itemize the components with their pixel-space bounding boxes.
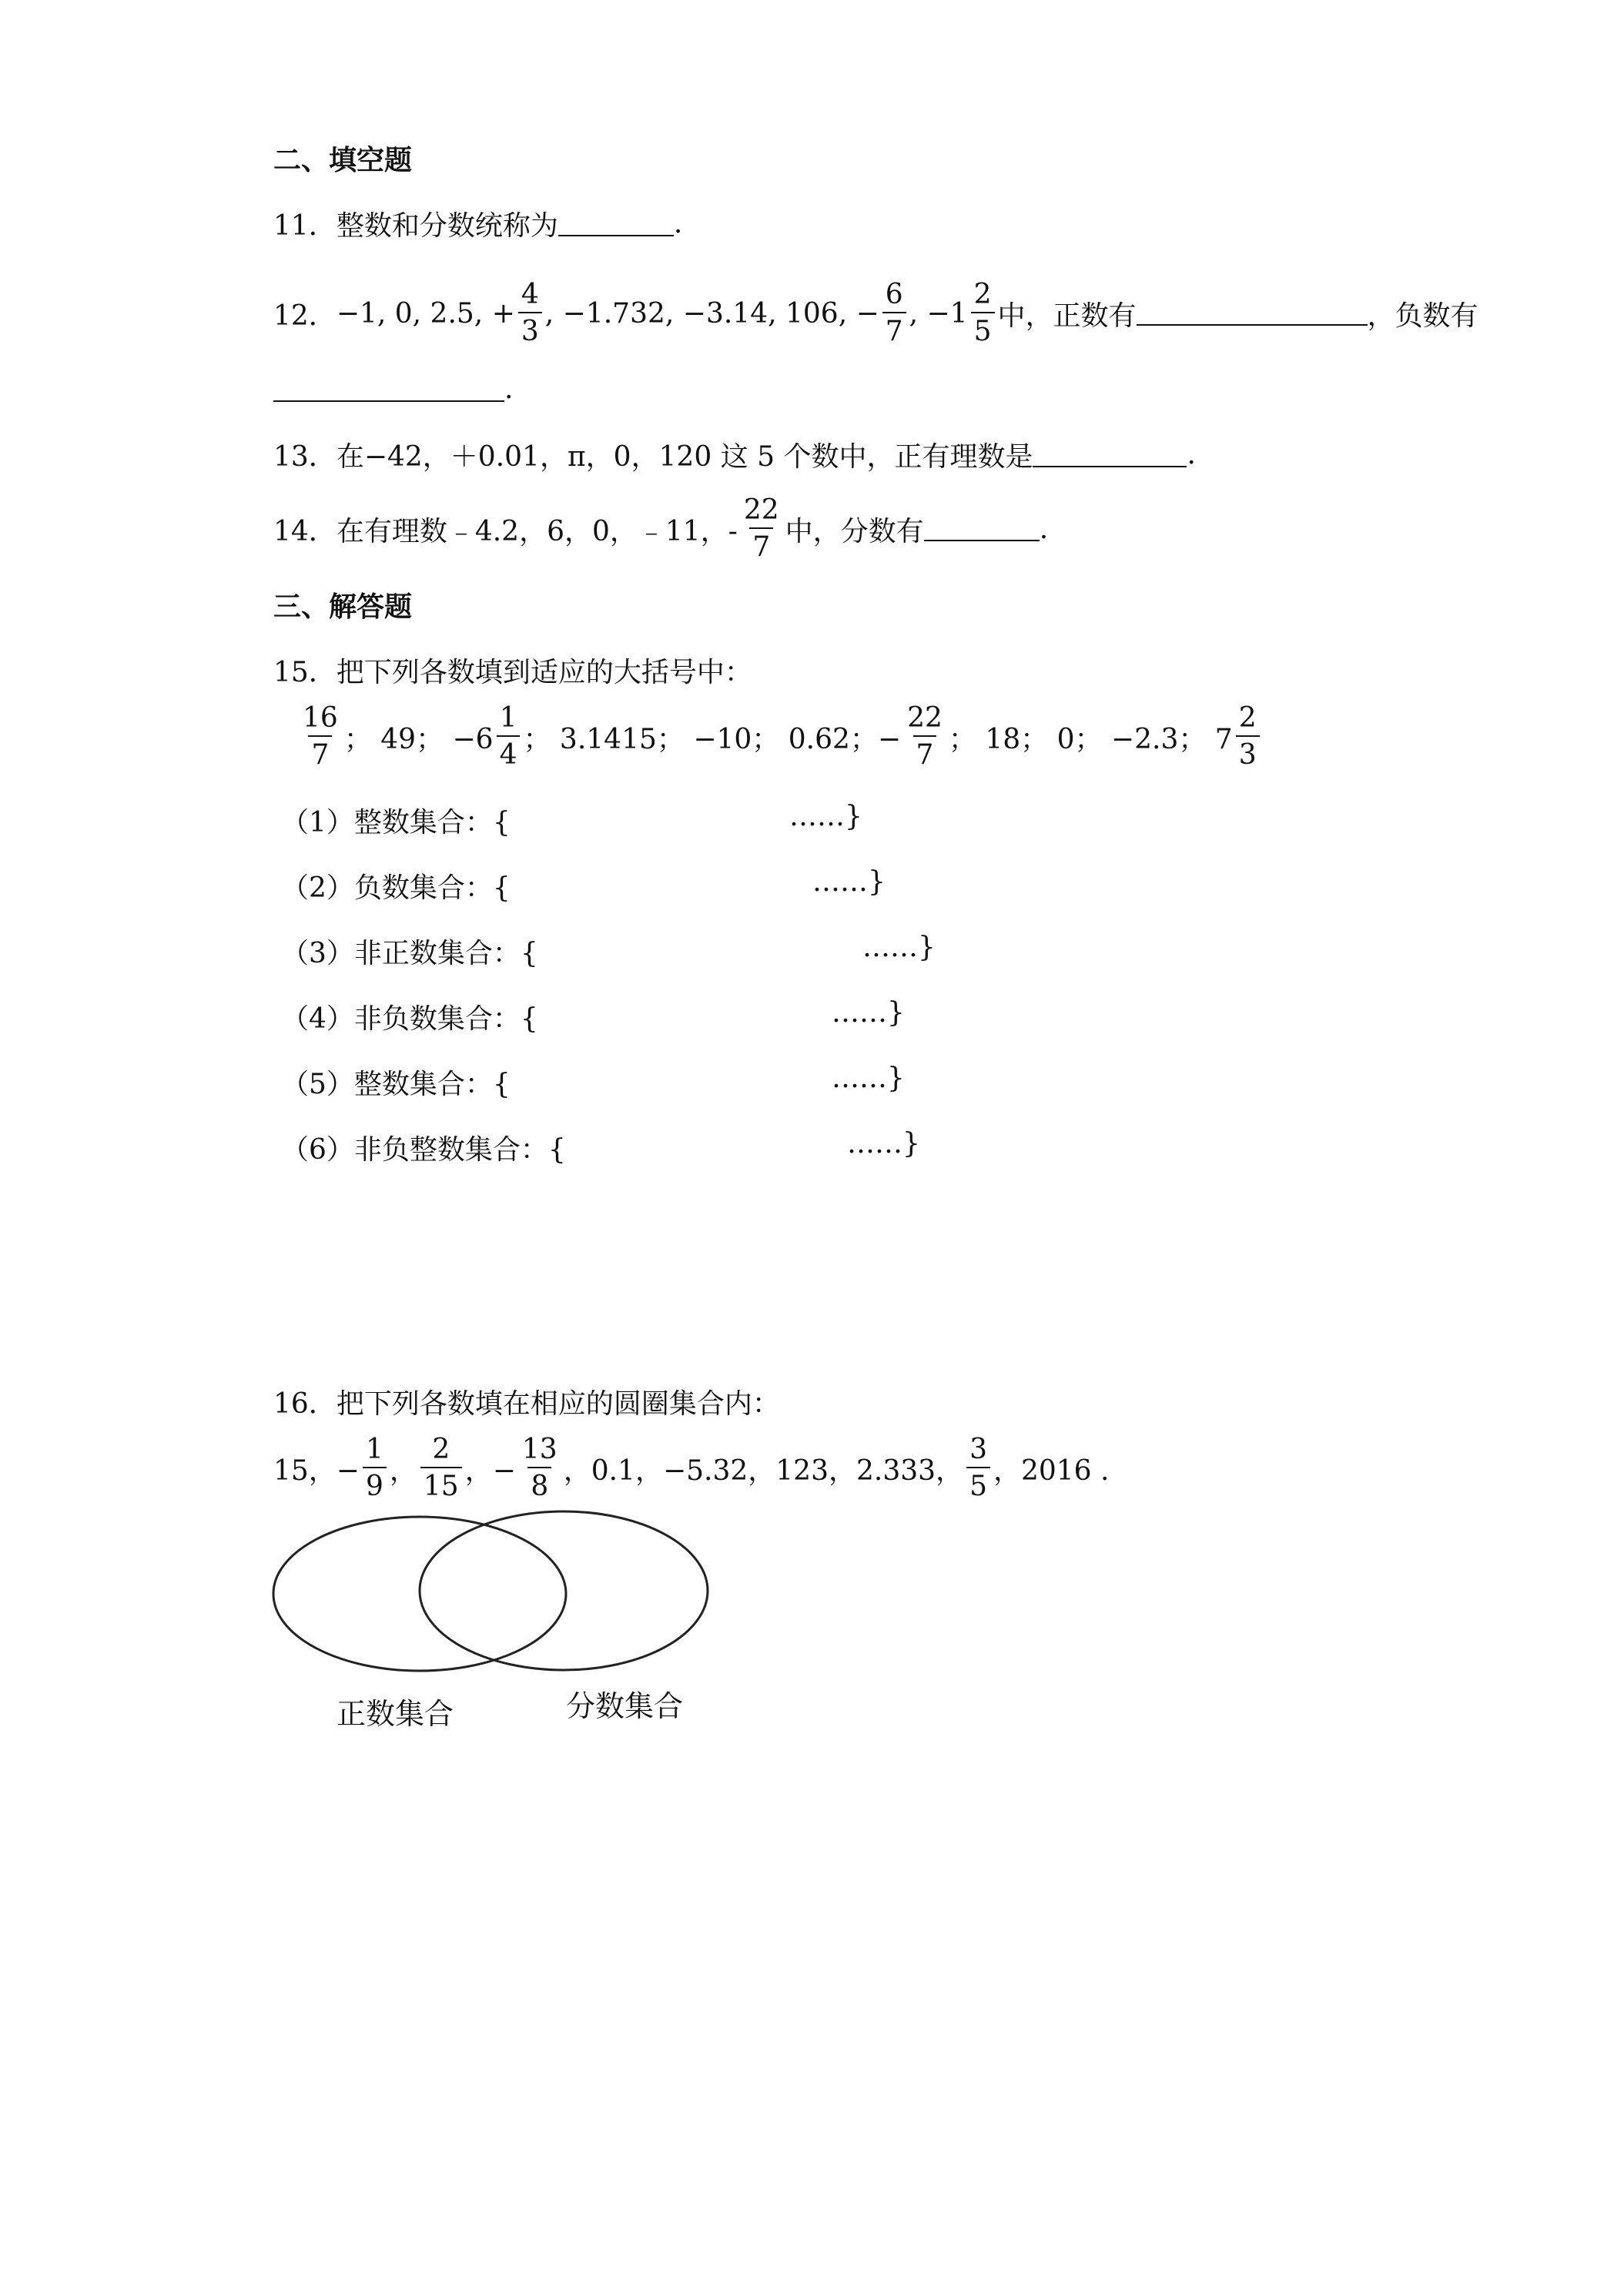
fraction-denominator: 15 (420, 1467, 462, 1501)
q12-part2: , −1.732, −3.14, 106, − (544, 297, 879, 330)
set-label: （5）整数集合：{ (281, 1069, 511, 1100)
q15-list-part2: ； 3.1415； −10； 0.62；− (523, 723, 902, 755)
question-12-continued (273, 373, 513, 405)
q16-list-part2: ，− (464, 1454, 516, 1487)
q15-list-part3: ； 18； 0； −2.3； 7 (948, 723, 1233, 755)
set-label: （4）非负数集合：{ (281, 1003, 538, 1035)
q16-list-part4: ，2016 . (993, 1454, 1110, 1487)
q11-text: 整数和分数统称为 (336, 210, 558, 242)
fraction-numerator: 2 (973, 279, 992, 310)
q15-set-4 (281, 997, 905, 1036)
section-2-title: 二、填空题 (273, 145, 413, 176)
q12-fraction-4-3 (518, 281, 542, 346)
q14-fraction-22-7 (741, 494, 782, 563)
venn-fraction-ellipse (420, 1511, 708, 1670)
q14-text2: 中，分数有 (785, 515, 924, 547)
q16-fraction-13-8 (519, 1436, 561, 1501)
q12-fraction-6-7 (882, 281, 906, 346)
q15-set-6 (281, 1128, 920, 1167)
set-ellipsis: ……} (862, 932, 936, 963)
venn-fraction-label: 分数集合 (566, 1689, 684, 1723)
fraction-numerator: 2 (1238, 702, 1257, 734)
q15-list-part1: ； 49； −6 (343, 723, 494, 755)
question-12 (273, 281, 1478, 346)
venn-positive-label: 正数集合 (337, 1697, 454, 1731)
q14-answer-blank (924, 517, 1040, 541)
fraction-numerator: 13 (521, 1434, 558, 1465)
q15-fraction-1-4 (497, 702, 521, 771)
fraction-denominator: 4 (497, 735, 521, 769)
q12-positive-blank (1137, 301, 1368, 326)
set-ellipsis: ……} (832, 1063, 905, 1094)
fraction-denominator: 3 (1236, 735, 1260, 769)
q16-fraction-1-9 (363, 1436, 387, 1501)
q14-text1: 在有理数﹣4.2，6，0，﹣11，- (336, 515, 738, 547)
question-13 (273, 435, 1196, 474)
question-14 (273, 494, 1049, 563)
fraction-denominator: 5 (966, 1467, 990, 1501)
q15-set-5 (281, 1063, 905, 1102)
question-15 (273, 651, 752, 690)
fraction-denominator: 8 (527, 1467, 551, 1501)
q14-end: . (1039, 513, 1049, 545)
q15-number: 15． (273, 657, 337, 688)
fraction-denominator: 7 (882, 312, 906, 346)
q16-text: 把下列各数填在相应的圆圈集合内： (336, 1388, 780, 1420)
fraction-numerator: 2 (432, 1434, 450, 1465)
section-3-heading (273, 585, 412, 624)
q12-negative-blank (273, 377, 504, 402)
q13-answer-blank (1033, 443, 1187, 467)
q12-number: 12． (273, 300, 337, 332)
q15-fraction-2-3 (1236, 702, 1260, 771)
q16-number-list (273, 1436, 1109, 1501)
q12-part3: , −1 (909, 297, 968, 330)
q15-set-2 (281, 866, 886, 905)
q16-list-part1: ， (389, 1454, 417, 1487)
q15-fraction-16-7 (300, 702, 341, 771)
fraction-denominator: 3 (518, 312, 542, 346)
q16-list-part3: ，0.1，−5.32，123，2.333， (563, 1454, 964, 1487)
q15-set-1 (281, 801, 862, 840)
q15-fraction-22-7 (904, 702, 946, 771)
set-label: （1）整数集合：{ (281, 807, 511, 838)
q16-list-part0: 15，− (273, 1454, 360, 1487)
set-label: （3）非正数集合：{ (281, 938, 538, 969)
q12-fraction-2-5 (971, 281, 995, 346)
fraction-numerator: 6 (885, 279, 903, 310)
set-label: （2）负数集合：{ (281, 872, 511, 904)
q11-end: . (673, 208, 683, 239)
fraction-numerator: 22 (743, 494, 779, 526)
q11-number: 11． (273, 210, 337, 242)
set-ellipsis: ……} (832, 997, 905, 1029)
fraction-numerator: 4 (521, 279, 539, 310)
section-3-title: 三、解答题 (273, 591, 413, 623)
set-label: （6）非负整数集合：{ (281, 1134, 566, 1166)
fraction-denominator: 7 (308, 735, 332, 769)
q15-number-list (296, 702, 1263, 771)
q12-part4: 中，正数有 (997, 300, 1137, 332)
q15-set-3 (281, 932, 936, 971)
question-16 (273, 1382, 780, 1421)
fraction-denominator: 7 (749, 527, 773, 561)
q13-end: . (1187, 439, 1196, 470)
q16-fraction-2-15 (420, 1436, 462, 1501)
fraction-numerator: 1 (365, 1434, 383, 1465)
q13-text: 在−42，＋0.01，π，0，120 这 5 个数中，正有理数是 (336, 441, 1033, 473)
fraction-denominator: 5 (971, 312, 995, 346)
q15-text: 把下列各数填到适应的大括号中： (336, 657, 752, 688)
q11-answer-blank (558, 212, 674, 236)
section-2-heading (273, 139, 412, 178)
q16-number: 16． (273, 1388, 337, 1420)
fraction-denominator: 7 (913, 735, 937, 769)
q12-part1: −1, 0, 2.5, + (336, 297, 515, 330)
fraction-numerator: 16 (303, 702, 338, 734)
fraction-numerator: 22 (907, 702, 943, 734)
question-11 (273, 204, 682, 243)
set-ellipsis: ……} (847, 1128, 920, 1160)
set-ellipsis: ……} (812, 866, 886, 898)
q12-end: . (504, 373, 514, 405)
q13-number: 13． (273, 441, 337, 473)
fraction-numerator: 1 (499, 702, 517, 734)
fraction-denominator: 9 (363, 1467, 387, 1501)
q14-number: 14． (273, 515, 337, 547)
q16-fraction-3-5 (966, 1436, 990, 1501)
q12-part5: ，负数有 (1367, 300, 1478, 332)
fraction-numerator: 3 (969, 1434, 987, 1465)
set-ellipsis: ……} (789, 801, 862, 832)
